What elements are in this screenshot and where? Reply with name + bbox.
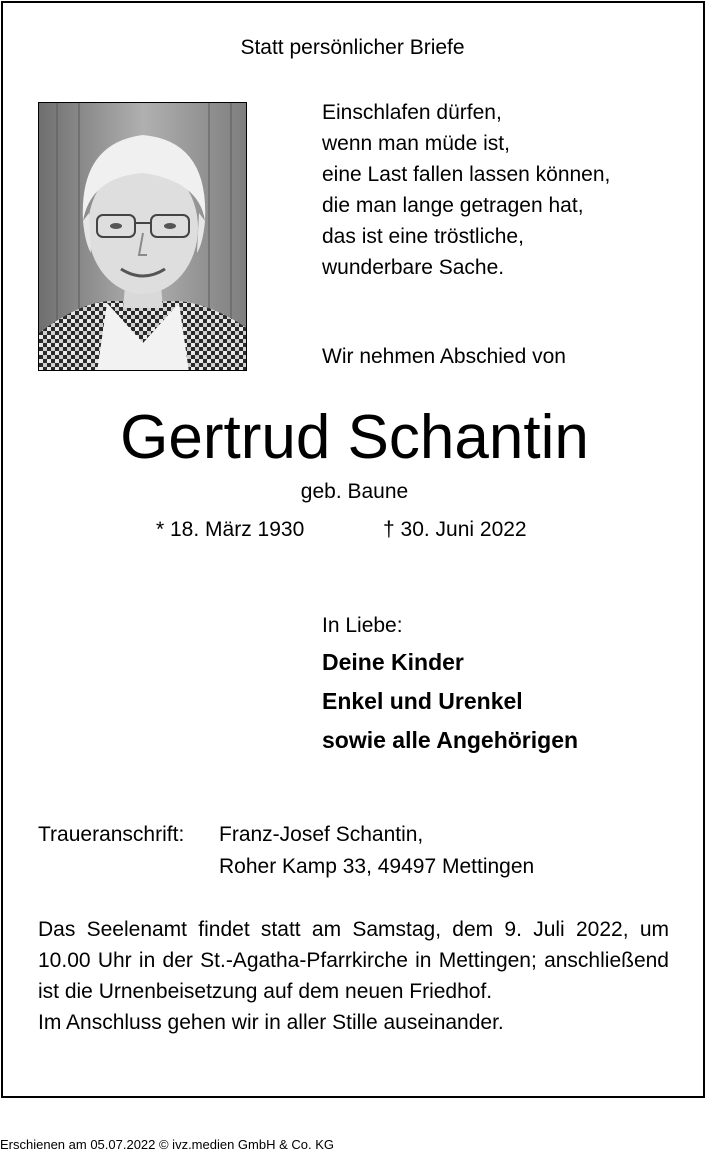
portrait-photo	[38, 102, 247, 371]
service-closing: Im Anschluss gehen wir in aller Stille auseinander.	[38, 1011, 504, 1034]
poem	[322, 97, 610, 283]
poem-line: eine Last fallen lassen können,	[322, 163, 611, 186]
address-line-2: Roher Kamp 33, 49497 Mettingen	[219, 855, 535, 878]
publication-footer: Erschienen am 05.07.2022 © ivz.medien GmbH & Co. KG	[0, 1137, 335, 1152]
poem-line: Einschlafen dürfen,	[322, 101, 502, 124]
deceased-name: Gertrud Schantin	[120, 403, 589, 472]
poem-line: wunderbare Sache.	[322, 256, 505, 279]
farewell-line: Wir nehmen Abschied von	[322, 345, 566, 368]
address-label: Traueranschrift:	[38, 823, 185, 846]
love-label: In Liebe:	[322, 614, 403, 637]
address-line-1: Franz-Josef Schantin,	[219, 823, 424, 846]
poem-line: das ist eine tröstliche,	[322, 225, 524, 248]
birth-date: * 18. März 1930	[156, 518, 305, 541]
death-date: † 30. Juni 2022	[383, 518, 527, 541]
family-line: Deine Kinder	[322, 649, 464, 675]
family-line: Enkel und Urenkel	[322, 688, 523, 714]
maiden-name: geb. Baune	[300, 480, 409, 503]
poem-line: die man lange getragen hat,	[322, 194, 584, 217]
notice-header: Statt persönlicher Briefe	[240, 36, 465, 59]
poem-line: wenn man müde ist,	[322, 132, 510, 155]
portrait-illustration	[39, 103, 247, 371]
service-paragraph: Das Seelenamt findet statt am Samstag, dem 9. Juli 2022, um 10.00 Uhr in der St.-Agatha-Pfarrkirche in Mettingen; anschließend ist die Urnenbeisetzung auf dem neuen Friedhof.	[38, 918, 669, 1003]
service-info	[38, 914, 669, 1038]
family-line: sowie alle Angehörigen	[322, 727, 579, 753]
